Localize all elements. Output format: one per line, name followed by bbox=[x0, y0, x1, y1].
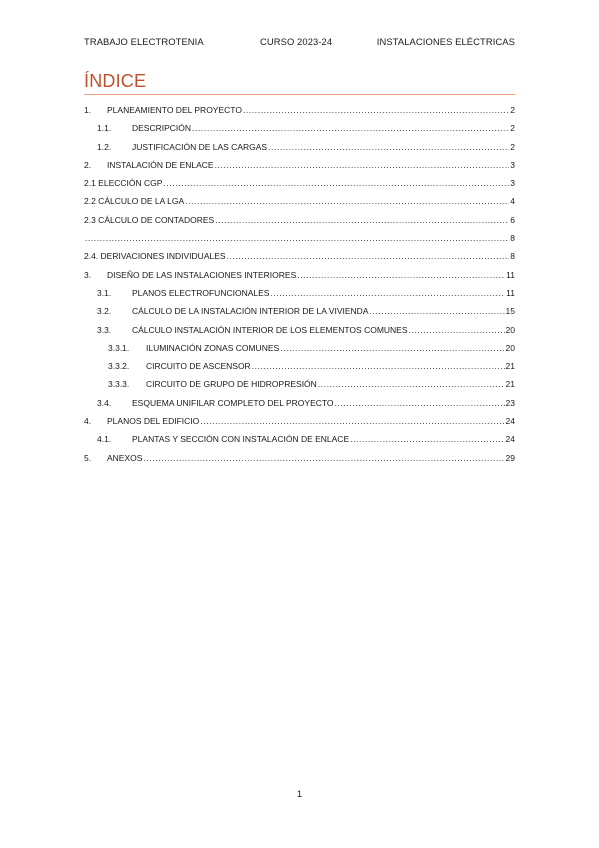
toc-entry-number: 4. bbox=[84, 416, 92, 427]
toc-dot-leader bbox=[215, 156, 510, 174]
toc-entry-title: PLANOS DEL EDIFICIO bbox=[107, 416, 200, 427]
toc-dot-leader bbox=[85, 229, 509, 247]
toc-entry[interactable] bbox=[84, 211, 515, 229]
toc-entry[interactable] bbox=[84, 156, 515, 174]
toc-entry-page: 20 bbox=[505, 342, 515, 353]
toc-entry-page: 29 bbox=[505, 452, 515, 463]
toc-dot-leader bbox=[270, 284, 505, 302]
toc-entry-title: 2.4. DERIVACIONES INDIVIDUALES bbox=[84, 251, 226, 262]
toc-entry-number: 3.1. bbox=[97, 287, 112, 298]
toc-entry-page: 23 bbox=[505, 397, 515, 408]
toc-entry-title: DISEÑO DE LAS INSTALACIONES INTERIORES bbox=[107, 269, 297, 280]
toc-entry-page: 3 bbox=[510, 159, 515, 170]
toc-entry[interactable] bbox=[84, 449, 515, 467]
toc-dot-leader bbox=[335, 394, 505, 412]
toc-dot-leader bbox=[252, 357, 505, 375]
toc-entry-number: 3.3.2. bbox=[108, 361, 130, 372]
toc-entry-page: 15 bbox=[505, 306, 515, 317]
toc-entry-title: CÁLCULO DE LA INSTALACIÓN INTERIOR DE LA VIVIENDA bbox=[132, 306, 369, 317]
toc-entry-title: CIRCUITO DE GRUPO DE HIDROPRESIÓN bbox=[146, 379, 317, 390]
toc-entry[interactable] bbox=[84, 119, 515, 137]
toc-entry-page: 2 bbox=[510, 105, 515, 115]
toc-entry[interactable] bbox=[84, 101, 515, 119]
toc-entry[interactable] bbox=[84, 339, 515, 357]
toc-dot-leader bbox=[409, 321, 505, 339]
toc-entry-number: 3.3.1. bbox=[108, 342, 130, 353]
toc-entry-title: ILUMINACIÓN ZONAS COMUNES bbox=[146, 342, 280, 353]
toc-entry-title: PLANEAMIENTO DEL PROYECTO bbox=[107, 105, 242, 115]
toc-entry-title: 2.1 ELECCIÓN CGP bbox=[84, 178, 163, 189]
toc-entry-number: 2. bbox=[84, 159, 92, 170]
toc-entry[interactable] bbox=[84, 229, 515, 247]
toc-dot-leader bbox=[163, 174, 509, 192]
toc-entry-title: ANEXOS bbox=[107, 452, 143, 463]
toc-entry-number: 4.1. bbox=[97, 434, 112, 445]
toc-entry-title: 2.3 CÁLCULO DE CONTADORES bbox=[84, 214, 215, 225]
toc-entry-number: 1.1. bbox=[97, 123, 112, 134]
toc-entry[interactable] bbox=[84, 247, 515, 265]
toc-entry-number: 3.4. bbox=[97, 397, 112, 408]
title-underline bbox=[84, 94, 515, 95]
toc-entry-title: DESCRIPCIÓN bbox=[132, 123, 192, 134]
toc-entry-number: 1. bbox=[84, 105, 92, 115]
toc-dot-leader bbox=[318, 375, 505, 393]
toc-entry-page: 2 bbox=[510, 141, 515, 152]
toc-entry-page: 11 bbox=[506, 287, 515, 298]
toc-entry-page: 21 bbox=[505, 361, 515, 372]
toc-dot-leader bbox=[192, 119, 509, 137]
toc-entry-title: JUSTIFICACIÓN DE LAS CARGAS bbox=[132, 141, 268, 152]
toc-dot-leader bbox=[215, 211, 509, 229]
toc-entry[interactable] bbox=[84, 174, 515, 192]
toc-entry[interactable] bbox=[84, 302, 515, 320]
page-number: 1 bbox=[296, 788, 303, 799]
toc-dot-leader bbox=[350, 430, 504, 448]
toc-dot-leader bbox=[370, 302, 505, 320]
toc-entry-page: 24 bbox=[505, 416, 515, 427]
toc-entry-title: INSTALACIÓN DE ENLACE bbox=[107, 159, 214, 170]
toc-entry-number: 3.3.3. bbox=[108, 379, 130, 390]
toc-entry-title: ESQUEMA UNIFILAR COMPLETO DEL PROYECTO bbox=[132, 397, 334, 408]
toc-entry-title: CIRCUITO DE ASCENSOR bbox=[146, 361, 251, 372]
toc-entry-title: 2.2 CÁLCULO DE LA LGA bbox=[84, 196, 185, 207]
index-title: ÍNDICE bbox=[84, 71, 147, 91]
toc-entry[interactable] bbox=[84, 138, 515, 156]
toc-dot-leader bbox=[185, 192, 509, 210]
toc-entry-number: 5. bbox=[84, 452, 92, 463]
toc-entry-page: 8 bbox=[510, 233, 515, 244]
toc-entry-page: 21 bbox=[505, 379, 515, 390]
toc-entry-number: 3. bbox=[84, 269, 92, 280]
toc-entry-page: 2 bbox=[510, 123, 515, 134]
header-center-text: CURSO 2023-24 bbox=[260, 36, 333, 47]
toc-entry-number: 1.2. bbox=[97, 141, 112, 152]
toc-entry-page: 20 bbox=[505, 324, 515, 335]
toc-entry[interactable] bbox=[84, 375, 515, 393]
toc-entry-page: 8 bbox=[510, 251, 515, 262]
toc-entry[interactable] bbox=[84, 321, 515, 339]
toc-dot-leader bbox=[243, 101, 509, 119]
toc-entry-number: 3.2. bbox=[97, 306, 112, 317]
toc-dot-leader bbox=[268, 138, 509, 156]
toc-entry-title: PLANTAS Y SECCIÓN CON INSTALACIÓN DE ENLACE bbox=[132, 434, 350, 445]
toc-entry-page: 3 bbox=[510, 178, 515, 189]
toc-entry-title: PLANOS ELECTROFUNCIONALES bbox=[132, 287, 270, 298]
toc-entry[interactable] bbox=[84, 266, 515, 284]
toc-entry[interactable] bbox=[84, 357, 515, 375]
toc-entry-number: 3.3. bbox=[97, 324, 112, 335]
header-left-text: TRABAJO ELECTROTENIA bbox=[84, 36, 204, 47]
toc-dot-leader bbox=[143, 449, 504, 467]
table-of-contents bbox=[84, 101, 515, 467]
header-right-text: INSTALACIONES ELÉCTRICAS bbox=[376, 36, 515, 47]
toc-entry[interactable] bbox=[84, 192, 515, 210]
toc-entry-page: 4 bbox=[510, 196, 515, 207]
toc-dot-leader bbox=[280, 339, 504, 357]
toc-entry-page: 11 bbox=[506, 269, 515, 280]
toc-entry[interactable] bbox=[84, 394, 515, 412]
page-header bbox=[84, 36, 515, 50]
toc-dot-leader bbox=[200, 412, 504, 430]
toc-dot-leader bbox=[297, 266, 505, 284]
toc-entry-page: 24 bbox=[505, 434, 515, 445]
toc-dot-leader bbox=[227, 247, 510, 265]
toc-entry-title: CÁLCULO INSTALACIÓN INTERIOR DE LOS ELEMENTOS COMUNES bbox=[132, 324, 408, 335]
toc-entry-page: 6 bbox=[510, 214, 515, 225]
toc-entry[interactable] bbox=[84, 412, 515, 430]
toc-entry[interactable] bbox=[84, 430, 515, 448]
toc-entry[interactable] bbox=[84, 284, 515, 302]
